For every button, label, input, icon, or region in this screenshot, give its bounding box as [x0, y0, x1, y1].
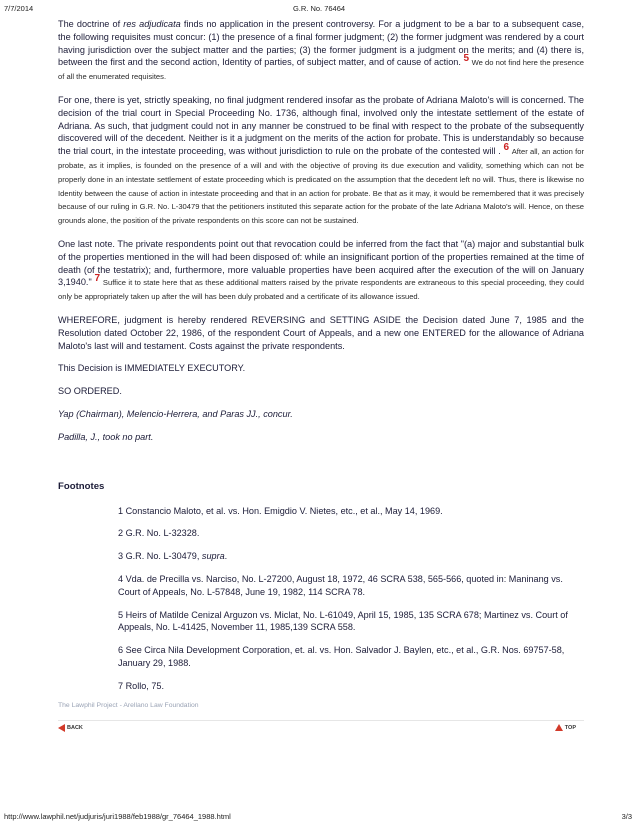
paragraph-res-adjudicata [58, 18, 584, 84]
paragraph-executory: This Decision is IMMEDIATELY EXECUTORY. [58, 363, 246, 374]
footnote-1: 1 Constancio Maloto, et al. vs. Hon. Emigdio V. Nietes, etc., et al., May 14, 1969. [118, 505, 443, 516]
footnote-3-italic: supra [201, 551, 225, 562]
footnotes-heading: Footnotes [58, 480, 105, 492]
print-date: 7/7/2014 [4, 4, 34, 13]
arrow-up-icon [555, 724, 563, 731]
page-navigation [58, 720, 584, 735]
footnote-7: 7 Rollo, 75. [118, 680, 165, 691]
decision-body [58, 18, 584, 709]
paragraph-concur [58, 408, 584, 421]
footnote-3-end: . [224, 551, 228, 562]
lawphil-credit: The Lawphil Project - Arellano Law Foundation [58, 702, 199, 710]
footnote-ref-6[interactable]: 6 [503, 142, 510, 154]
footnote-2: 2 G.R. No. L-32328. [118, 528, 200, 539]
footnote-3-text: 3 G.R. No. L-30479, [118, 551, 202, 562]
footnote-5: 5 Heirs of Matilde Cenizal Arguzon vs. Miclat, No. L-61049, April 15, 1985, 135 SCRA 678; Martinez vs. Court of Appeals, No. L-41425, November 11, 1985,139 SCRA 558. [118, 609, 568, 633]
p2-small-text: After all, an action for probate, as it implies, is founded on the presence of a will and with the objective of proving its due execution and validity, something which can not be properly done in an intestate settlement of estate proceeding which is predicated on the assumption that the decedent left no will. Thus, there is likewise no Identity between the cause of action in intestate proceeding and that in an action for probate. Be that as it may, it would be remembered that it was precisely because of our ruling in G.R. No. L-30479 that the petitioners instituted this separate action for the probate of the late Adriana Maloto's will. Hence, on these grounds alone, the position of the private respondents on this score can not be sustained. [58, 147, 584, 226]
p3-small-text: Suffice it to state here that as these additional matters raised by the private respondents are extraneous to this special proceeding, they could only be appropriately taken up after the will has been duly probated and a certificate of its allowance issued. [58, 278, 584, 302]
paragraph-so-ordered: SO ORDERED. [58, 386, 122, 397]
top-label: TOP [564, 724, 576, 731]
p1-text-italic: res adjudicata [123, 19, 181, 29]
p1-text-c: finds no application in the present controversy. For a judgment to be a bar to a subsequent case, the following requisites must concur: (1) the presence of a final former judgment; (2) the former judgment was rendered by a court having jurisdiction over the subject matter and the parties; (3) the former judgment is a judgment on the merits; and (4) there is, between the first and the second action, Identity of parties, of subject matter, and of cause of action. [58, 19, 584, 68]
print-title: G.R. No. 76464 [292, 4, 346, 13]
arrow-left-icon [58, 724, 65, 732]
print-url: http://www.lawphil.net/judjuris/juri1988/feb1988/gr_76464_1988.html [4, 812, 231, 821]
back-label: BACK [67, 725, 83, 731]
footnote-ref-5[interactable]: 5 [463, 53, 470, 65]
footnote-ref-7[interactable]: 7 [94, 273, 101, 285]
concur-text: Yap (Chairman), Melencio-Herrera, and Paras JJ., concur. [58, 408, 293, 419]
p3-text: One last note. The private respondents point out that revocation could be inferred from the fact that "(a) major and substantial bulk of the properties mentioned in the will had been disposed of: while an insignificant portion of the properties remained at the time of death (of the testatrix); and, furthermore, more valuable properties have been acquired after the execution of the will on January 3,1940." [58, 238, 584, 288]
footnote-6: 6 See Circa Nila Development Corporation, et. al. vs. Hon. Salvador J. Baylen, etc., et al., G.R. Nos. 69757-58, January 29, 1988. [118, 645, 565, 668]
p1-small-text: We do not find here the presence of all the enumerated requisites. [58, 58, 584, 82]
p1-text-a: The doctrine of [58, 19, 124, 29]
p2-text: For one, there is yet, strictly speaking, no final judgment rendered insofar as the probate of Adriana Maloto's will is concerned. The decision of the trial court in Special Proceeding No. 1736, although final, involved only the intestate settlement of the estate of Adriana. As such, that judgment could not in any manner be construed to be final with respect to the probate of the subsequently discovered will of the decedent. Neither is it a judgment on the merits of the action for probate. This is understandably so because the trial court, in the intestate proceeding, was without jurisdiction to rule on the probate of the contested will . [58, 94, 584, 157]
no-part-text: Padilla, J., took no part. [58, 431, 154, 442]
top-button[interactable] [555, 724, 576, 731]
paragraph-no-part [58, 431, 584, 444]
paragraph-no-final-judgment [58, 94, 584, 228]
paragraph-last-note [58, 238, 584, 304]
footnote-4: 4 Vda. de Precilla vs. Narciso, No. L-27200, August 18, 1972, 46 SCRA 538, 565-566, quoted in: Maninang vs. Court of Appeals, No. L-57848, June 19, 1982, 114 SCRA 78. [118, 573, 563, 597]
footnote-3 [118, 550, 584, 563]
paragraph-wherefore: WHEREFORE, judgment is hereby rendered REVERSING and SETTING ASIDE the Decision dated June 7, 1985 and the Resolution dated October 22, 1986, of the respondent Court of Appeals, and a new one ENTERED for the allowance of Adriana Maloto's last will and testament. Costs against the private respondents. [58, 314, 584, 351]
page-number: 3/3 [621, 812, 632, 821]
back-button[interactable] [58, 724, 83, 732]
